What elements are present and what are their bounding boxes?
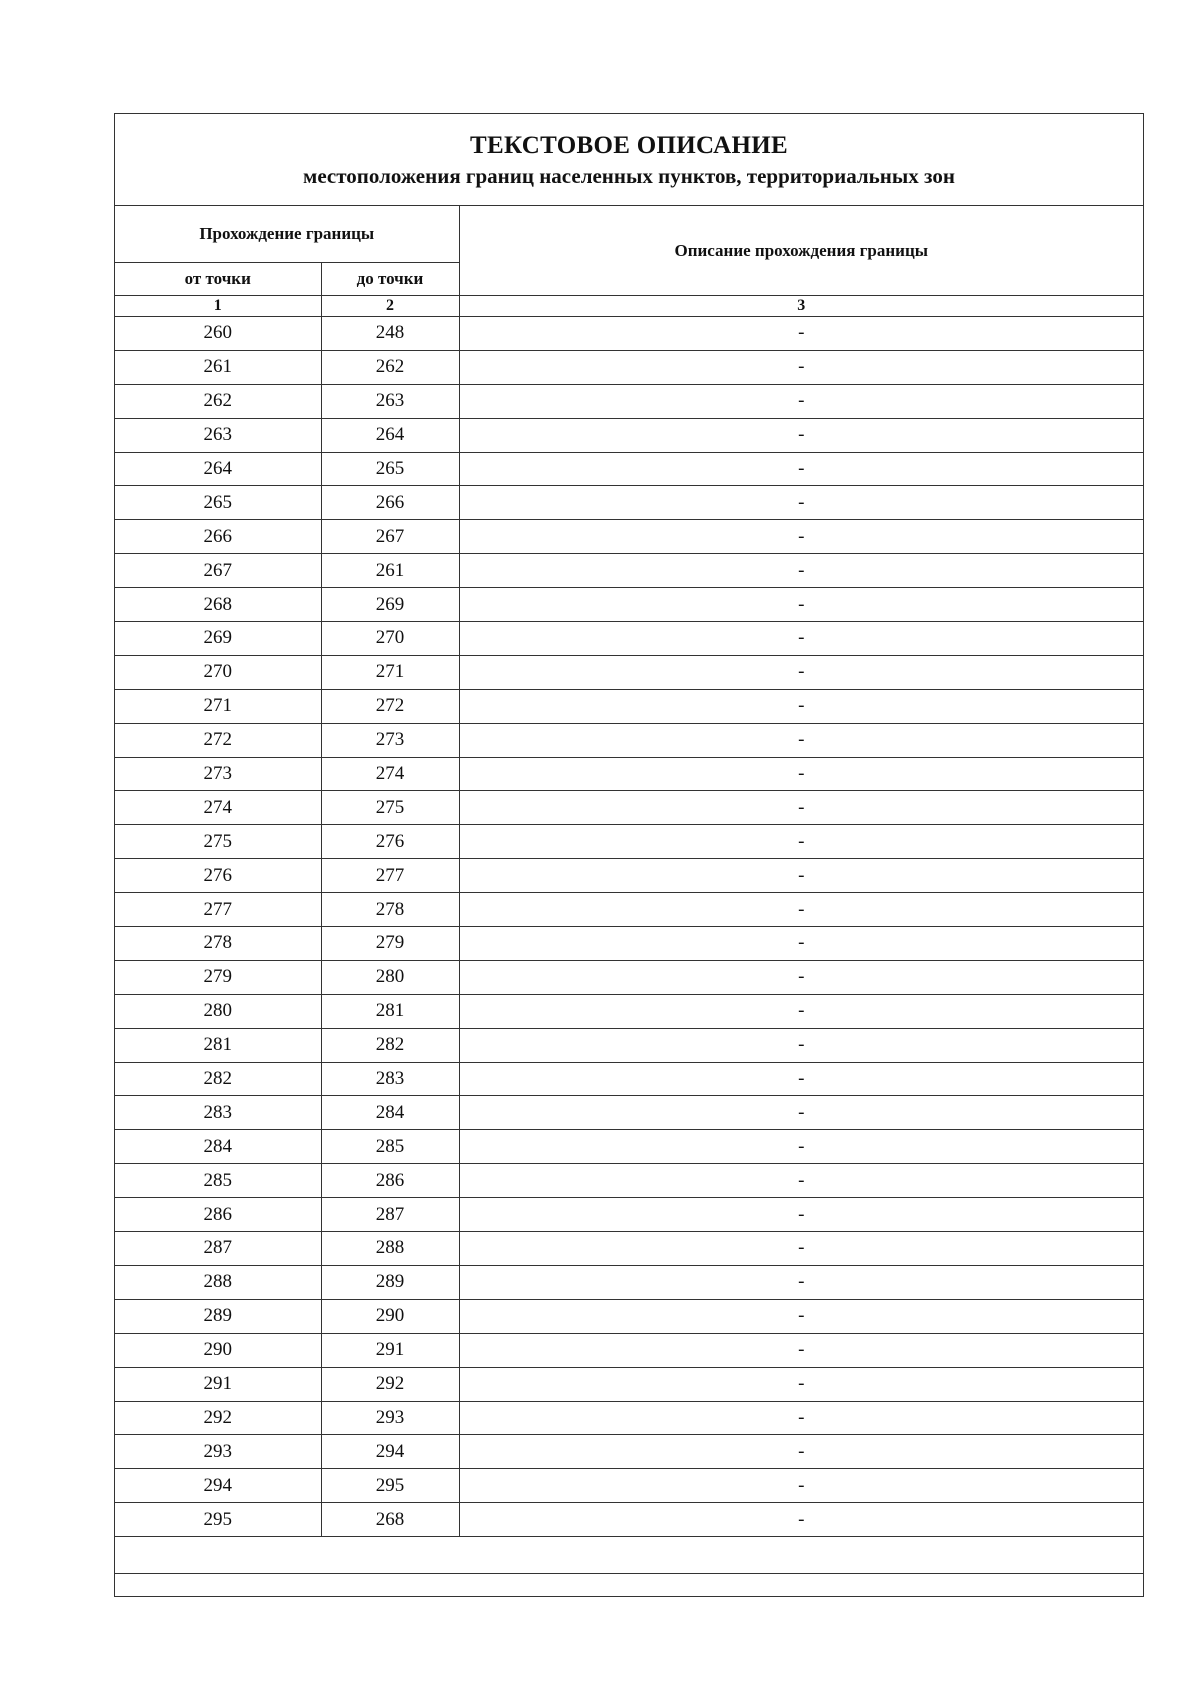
table-row: [115, 622, 1143, 656]
cell-from-point: 294: [115, 1469, 321, 1503]
cell-from-point: 288: [115, 1265, 321, 1299]
cell-from-point: 262: [115, 384, 321, 418]
cell-from-point: 278: [115, 927, 321, 961]
table-row: [115, 1333, 1143, 1367]
table-row: [115, 452, 1143, 486]
cell-to-point: 261: [321, 554, 459, 588]
table-row: [115, 350, 1143, 384]
cell-to-point: 274: [321, 757, 459, 791]
cell-to-point: 273: [321, 723, 459, 757]
cell-from-point: 285: [115, 1164, 321, 1198]
cell-from-point: 291: [115, 1367, 321, 1401]
table-row: [115, 994, 1143, 1028]
table-row: [115, 384, 1143, 418]
cell-description: -: [459, 350, 1143, 384]
table-row: [115, 1028, 1143, 1062]
cell-from-point: 260: [115, 317, 321, 351]
column-number-2: 2: [321, 296, 459, 317]
cell-from-point: 266: [115, 520, 321, 554]
cell-description: -: [459, 757, 1143, 791]
cell-to-point: 289: [321, 1265, 459, 1299]
cell-to-point: 294: [321, 1435, 459, 1469]
cell-from-point: 292: [115, 1401, 321, 1435]
header-row-group: [115, 206, 1143, 263]
cell-from-point: 282: [115, 1062, 321, 1096]
cell-description: -: [459, 1401, 1143, 1435]
empty-footer-cell: [115, 1537, 1143, 1574]
cell-description: -: [459, 655, 1143, 689]
cell-to-point: 291: [321, 1333, 459, 1367]
header-from-cell: от точки: [115, 263, 321, 296]
cell-description: -: [459, 723, 1143, 757]
cell-from-point: 261: [115, 350, 321, 384]
cell-from-point: 277: [115, 893, 321, 927]
cell-to-point: 280: [321, 960, 459, 994]
cell-from-point: 281: [115, 1028, 321, 1062]
cell-to-point: 266: [321, 486, 459, 520]
cell-description: -: [459, 452, 1143, 486]
cell-from-point: 289: [115, 1299, 321, 1333]
cell-description: -: [459, 520, 1143, 554]
cell-from-point: 273: [115, 757, 321, 791]
cell-description: -: [459, 622, 1143, 656]
cell-to-point: 248: [321, 317, 459, 351]
table-row: [115, 1164, 1143, 1198]
table-row: [115, 1299, 1143, 1333]
table-row: [115, 757, 1143, 791]
cell-description: -: [459, 418, 1143, 452]
cell-description: -: [459, 384, 1143, 418]
table-row: [115, 927, 1143, 961]
document-subtitle: местоположения границ населенных пунктов, территориальных зон: [303, 164, 955, 188]
table-row: [115, 520, 1143, 554]
cell-from-point: 283: [115, 1096, 321, 1130]
cell-from-point: 279: [115, 960, 321, 994]
cell-from-point: 265: [115, 486, 321, 520]
table-row: [115, 486, 1143, 520]
table-row: [115, 791, 1143, 825]
cell-to-point: 272: [321, 689, 459, 723]
table-row: [115, 317, 1143, 351]
cell-from-point: 295: [115, 1503, 321, 1537]
cell-to-point: 282: [321, 1028, 459, 1062]
cell-description: -: [459, 825, 1143, 859]
cell-from-point: 275: [115, 825, 321, 859]
cell-from-point: 284: [115, 1130, 321, 1164]
cell-description: -: [459, 1096, 1143, 1130]
cell-to-point: 292: [321, 1367, 459, 1401]
cell-to-point: 262: [321, 350, 459, 384]
cell-to-point: 290: [321, 1299, 459, 1333]
cell-from-point: 268: [115, 588, 321, 622]
cell-description: -: [459, 1469, 1143, 1503]
cell-to-point: 286: [321, 1164, 459, 1198]
table-row: [115, 893, 1143, 927]
table-row: [115, 1130, 1143, 1164]
cell-description: -: [459, 960, 1143, 994]
cell-from-point: 269: [115, 622, 321, 656]
table-row: [115, 1469, 1143, 1503]
cell-to-point: 278: [321, 893, 459, 927]
cell-to-point: 276: [321, 825, 459, 859]
header-group-cell: Прохождение границы: [115, 206, 459, 263]
cell-to-point: 270: [321, 622, 459, 656]
cell-from-point: 264: [115, 452, 321, 486]
cell-from-point: 271: [115, 689, 321, 723]
cell-from-point: 286: [115, 1198, 321, 1232]
cell-description: -: [459, 1198, 1143, 1232]
document-title: ТЕКСТОВОЕ ОПИСАНИЕ: [470, 132, 788, 159]
table-row: [115, 554, 1143, 588]
table-row: [115, 655, 1143, 689]
cell-to-point: 264: [321, 418, 459, 452]
empty-footer-row: [115, 1537, 1143, 1574]
cell-description: -: [459, 1164, 1143, 1198]
cell-to-point: 268: [321, 1503, 459, 1537]
cell-from-point: 270: [115, 655, 321, 689]
cell-to-point: 279: [321, 927, 459, 961]
boundary-table: [115, 206, 1143, 1574]
title-block: [115, 114, 1143, 206]
cell-from-point: 263: [115, 418, 321, 452]
cell-description: -: [459, 317, 1143, 351]
cell-from-point: 267: [115, 554, 321, 588]
table-row: [115, 1198, 1143, 1232]
cell-description: -: [459, 1028, 1143, 1062]
cell-to-point: 269: [321, 588, 459, 622]
cell-from-point: 293: [115, 1435, 321, 1469]
table-row: [115, 1435, 1143, 1469]
column-number-row: [115, 296, 1143, 317]
cell-to-point: 283: [321, 1062, 459, 1096]
cell-to-point: 288: [321, 1232, 459, 1266]
table-row: [115, 1367, 1143, 1401]
cell-description: -: [459, 1265, 1143, 1299]
cell-description: -: [459, 859, 1143, 893]
table-row: [115, 1232, 1143, 1266]
cell-description: -: [459, 893, 1143, 927]
cell-to-point: 287: [321, 1198, 459, 1232]
table-row: [115, 689, 1143, 723]
table-row: [115, 825, 1143, 859]
document-sheet: [114, 113, 1144, 1597]
table-row: [115, 1401, 1143, 1435]
table-row: [115, 723, 1143, 757]
cell-description: -: [459, 1503, 1143, 1537]
cell-to-point: 277: [321, 859, 459, 893]
cell-to-point: 265: [321, 452, 459, 486]
cell-description: -: [459, 588, 1143, 622]
table-row: [115, 859, 1143, 893]
cell-to-point: 293: [321, 1401, 459, 1435]
table-row: [115, 960, 1143, 994]
table-row: [115, 418, 1143, 452]
column-number-3: 3: [459, 296, 1143, 317]
cell-from-point: 290: [115, 1333, 321, 1367]
cell-description: -: [459, 689, 1143, 723]
cell-description: -: [459, 1367, 1143, 1401]
table-row: [115, 1503, 1143, 1537]
cell-to-point: 281: [321, 994, 459, 1028]
cell-to-point: 295: [321, 1469, 459, 1503]
cell-to-point: 263: [321, 384, 459, 418]
cell-description: -: [459, 1435, 1143, 1469]
table-row: [115, 588, 1143, 622]
table-body: [115, 317, 1143, 1537]
cell-description: -: [459, 791, 1143, 825]
cell-to-point: 275: [321, 791, 459, 825]
cell-from-point: 272: [115, 723, 321, 757]
cell-to-point: 285: [321, 1130, 459, 1164]
cell-description: -: [459, 927, 1143, 961]
column-number-1: 1: [115, 296, 321, 317]
table-row: [115, 1265, 1143, 1299]
cell-description: -: [459, 994, 1143, 1028]
cell-description: -: [459, 1333, 1143, 1367]
cell-to-point: 267: [321, 520, 459, 554]
cell-description: -: [459, 1130, 1143, 1164]
cell-description: -: [459, 1062, 1143, 1096]
cell-to-point: 271: [321, 655, 459, 689]
cell-from-point: 287: [115, 1232, 321, 1266]
cell-from-point: 276: [115, 859, 321, 893]
cell-description: -: [459, 486, 1143, 520]
cell-from-point: 274: [115, 791, 321, 825]
table-row: [115, 1096, 1143, 1130]
cell-description: -: [459, 1232, 1143, 1266]
cell-description: -: [459, 554, 1143, 588]
table-row: [115, 1062, 1143, 1096]
cell-description: -: [459, 1299, 1143, 1333]
header-to-cell: до точки: [321, 263, 459, 296]
header-description-cell: Описание прохождения границы: [459, 206, 1143, 296]
cell-to-point: 284: [321, 1096, 459, 1130]
cell-from-point: 280: [115, 994, 321, 1028]
